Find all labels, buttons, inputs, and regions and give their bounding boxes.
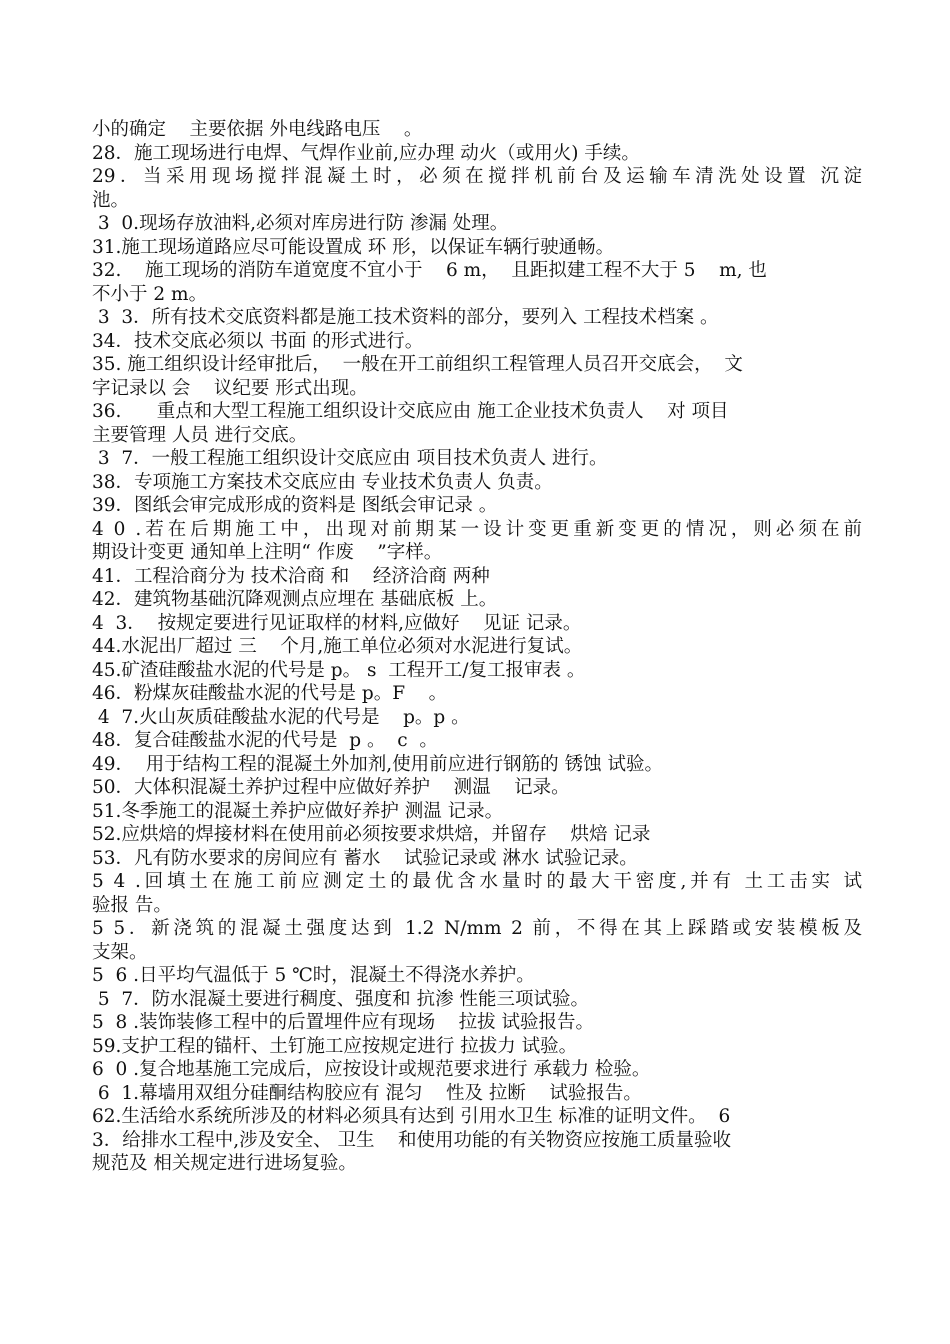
text-line: 28．施工现场进行电焊、气焊作业前,应办理 动火（或用火) 手续。 bbox=[92, 142, 640, 164]
text-line: 45.矿渣硅酸盐水泥的代号是 p。 s 工程开工/复工报审表 。 bbox=[92, 659, 586, 681]
text-line: 字记录以 会 议纪要 形式出现。 bbox=[92, 377, 368, 399]
text-line: 46．粉煤灰硅酸盐水泥的代号是 p。F 。 bbox=[92, 683, 448, 704]
text-line: 50．大体积混凝土养护过程中应做好养护 测温 记录。 bbox=[92, 777, 570, 798]
text-line: 3．给排水工程中,涉及安全、 卫生 和使用功能的有关物资应按施工质量验收 bbox=[92, 1129, 732, 1151]
text-line: 主要管理 人员 进行交底。 bbox=[92, 424, 308, 446]
text-line: 39．图纸会审完成形成的资料是 图纸会审记录 。 bbox=[92, 495, 498, 516]
text-line: 5 8 .装饰装修工程中的后置埋件应有现场 拉拔 试验报告。 bbox=[92, 1012, 594, 1033]
text-line: 小的确定 主要依据 外电线路电压 。 bbox=[92, 119, 423, 140]
text-line: 59.支护工程的锚杆、土钉施工应按规定进行 拉拔力 试验。 bbox=[92, 1035, 578, 1057]
text-line: 4 7.火山灰质硅酸盐水泥的代号是 p。p 。 bbox=[92, 706, 470, 728]
text-line: 52.应烘焙的焊接材料在使用前必须按要求烘焙，并留存 烘焙 记录 bbox=[92, 824, 651, 845]
text-line: 62.生活给水系统所涉及的材料必须具有达到 引用水卫生 标准的证明文件。 6 bbox=[92, 1106, 731, 1127]
text-line: 36. 重点和大型工程施工组织设计交底应由 施工企业技术负责人 对 项目 bbox=[92, 401, 729, 422]
text-line: 51.冬季施工的混凝土养护应做好养护 测温 记录。 bbox=[92, 800, 504, 822]
text-line: 41．工程洽商分为 技术洽商 和 经济洽商 两种 bbox=[92, 565, 490, 587]
text-line: 3 3．所有技术交底资料都是施工技术资料的部分，要列入 工程技术档案 。 bbox=[92, 307, 719, 328]
text-line: 3 0.现场存放油料,必须对库房进行防 渗漏 处理。 bbox=[92, 213, 509, 234]
text-line: 38．专项施工方案技术交底应由 专业技术负责人 负责。 bbox=[92, 471, 553, 493]
text-line: 6 0 .复合地基施工完成后，应按设计或规范要求进行 承载力 检验。 bbox=[92, 1059, 651, 1080]
text-line: 44.水泥出厂超过 三 个月,施工单位必须对水泥进行复试。 bbox=[92, 636, 583, 657]
text-line: 期设计变更 通知单上注明“ 作废 ”字样。 bbox=[92, 542, 443, 563]
text-line: 48．复合硅酸盐水泥的代号是 p 。 c 。 bbox=[92, 730, 438, 751]
document-page bbox=[92, 118, 862, 1176]
text-line: 验报 告。 bbox=[92, 894, 172, 916]
text-line: 池。 bbox=[92, 189, 130, 211]
text-line: 31.施工现场道路应尽可能设置成 环 形，以保证车辆行驶通畅。 bbox=[92, 236, 615, 258]
text-line: 4 0 .若在后期施工中，出现对前期某一设计变更重新变更的情况，则必须在前 bbox=[92, 518, 862, 540]
text-line: 53．凡有防水要求的房间应有 蓄水 试验记录或 淋水 试验记录。 bbox=[92, 847, 638, 869]
text-line: 5 4 .回填土在施工前应测定土的最优含水量时的最大干密度,并有 土工击实 试 bbox=[92, 871, 862, 892]
text-line: 规范及 相关规定进行进场复验。 bbox=[92, 1153, 357, 1174]
text-line: 34．技术交底必须以 书面 的形式进行。 bbox=[92, 330, 424, 352]
text-line: 不小于 2 m。 bbox=[92, 283, 208, 305]
text-line: 35. 施工组织设计经审批后， 一般在开工前组织工程管理人员召开交底会， 文 bbox=[92, 354, 743, 375]
text-line: 支架。 bbox=[92, 941, 148, 963]
text-line: 5 5．新浇筑的混凝土强度达到 1.2 N/mm 2 前，不得在其上踩踏或安装模板及 bbox=[92, 918, 862, 939]
text-line: 29．当采用现场搅拌混凝土时，必须在搅拌机前台及运输车清洗处设置 沉淀 bbox=[92, 166, 862, 187]
text-line: 42．建筑物基础沉降观测点应埋在 基础底板 上。 bbox=[92, 589, 498, 610]
text-line: 5 7．防水混凝土要进行稠度、强度和 抗渗 性能三项试验。 bbox=[92, 988, 589, 1010]
text-line: 4 3． 按规定要进行见证取样的材料,应做好 见证 记录。 bbox=[92, 612, 582, 634]
text-line: 3 7．一般工程施工组织设计交底应由 项目技术负责人 进行。 bbox=[92, 448, 608, 469]
text-line: 5 6 .日平均气温低于 5 ℃时，混凝土不得浇水养护。 bbox=[92, 965, 535, 986]
text-line: 49． 用于结构工程的混凝土外加剂,使用前应进行钢筋的 锈蚀 试验。 bbox=[92, 753, 663, 775]
text-line: 32. 施工现场的消防车道宽度不宜小于 6 m， 且距拟建工程不大于 5 m, 也 bbox=[92, 260, 767, 281]
text-line: 6 1.幕墙用双组分硅酮结构胶应有 混匀 性及 拉断 试验报告。 bbox=[92, 1082, 642, 1104]
